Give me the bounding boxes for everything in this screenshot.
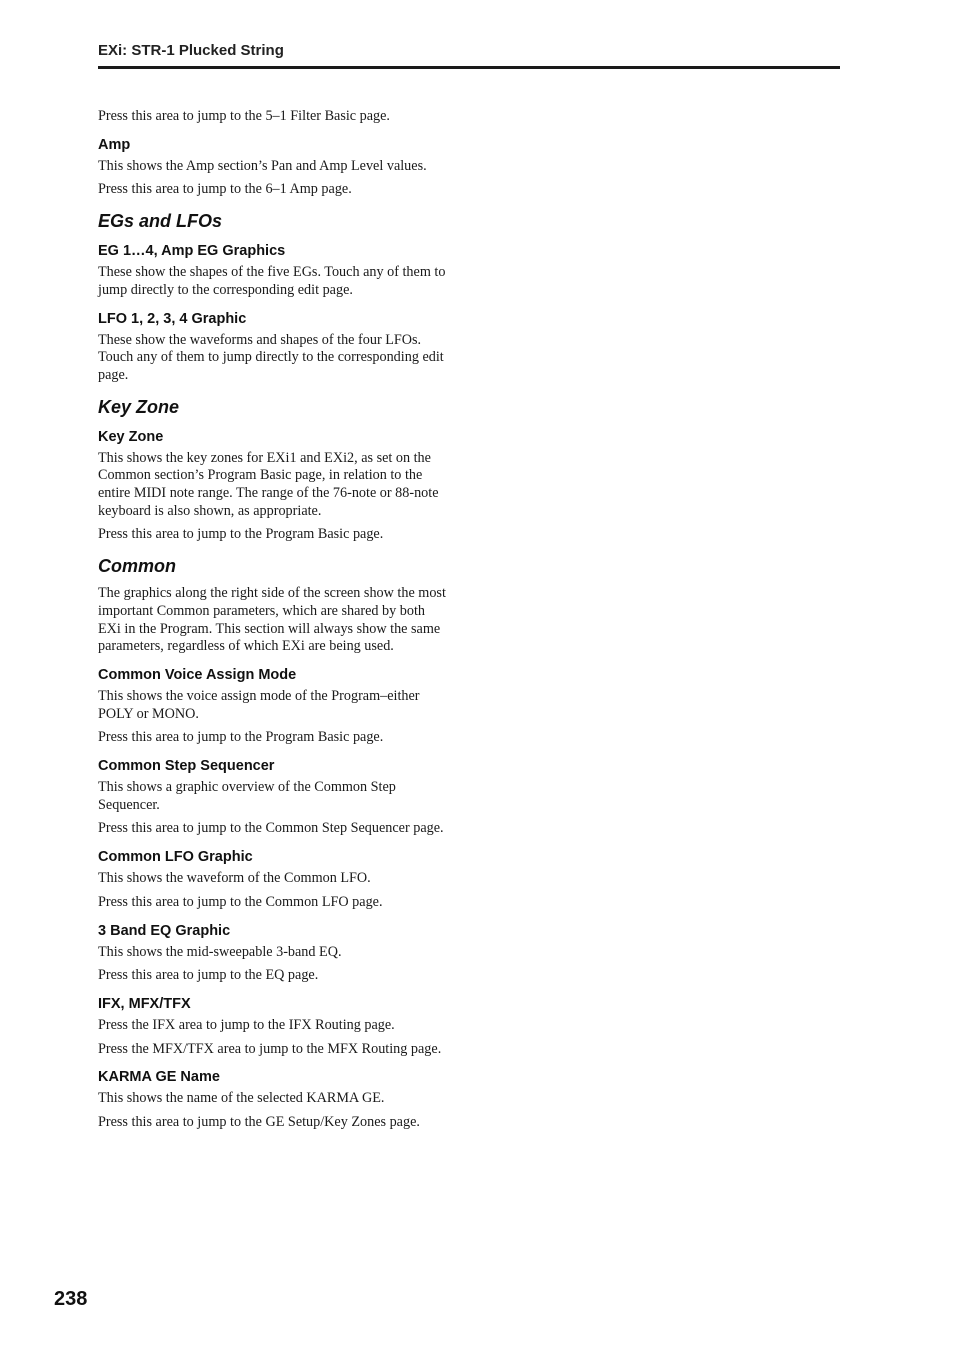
paragraph: This shows the voice assign mode of the Program–either POLY or MONO. <box>98 687 420 722</box>
paragraph: This shows a graphic overview of the Common Step Sequencer. <box>98 779 396 813</box>
paragraph: The graphics along the right side of the screen show the most important Common parameters, which are shared by both EXi in the Program. This section will always show the same parameters, regardless of which EXi are being used. <box>98 585 446 655</box>
paragraph: This shows the Amp section’s Pan and Amp Level values. <box>98 157 427 174</box>
subsection-heading: Key Zone <box>98 428 164 445</box>
header-rule <box>98 66 840 69</box>
subsection-heading: LFO 1, 2, 3, 4 Graphic <box>98 310 247 327</box>
subsection-heading: Common Voice Assign Mode <box>98 666 297 683</box>
subsection-heading: 3 Band EQ Graphic <box>98 922 231 939</box>
section-heading: Key Zone <box>98 396 180 417</box>
section-heading: Common <box>98 556 176 577</box>
section-heading: EGs and LFOs <box>98 211 223 232</box>
paragraph: Press this area to jump to the Program Basic page. <box>98 526 384 543</box>
paragraph: Press this area to jump to the Common LFO page. <box>98 893 383 910</box>
paragraph: These show the shapes of the five EGs. Touch any of them to jump directly to the corresponding edit page. <box>98 264 446 298</box>
paragraph: Press the MFX/TFX area to jump to the MFX Routing page. <box>98 1040 442 1057</box>
paragraph: Press this area to jump to the Program Basic page. <box>98 729 384 746</box>
page-number: 238 <box>54 1288 88 1310</box>
running-header: EXi: STR-1 Plucked String <box>98 42 284 59</box>
paragraph: Press this area to jump to the GE Setup/Key Zones page. <box>98 1114 420 1131</box>
subsection-heading: EG 1…4, Amp EG Graphics <box>98 243 286 260</box>
paragraph: This shows the name of the selected KARMA GE. <box>98 1090 385 1107</box>
paragraph: Press this area to jump to the 6–1 Amp page. <box>98 181 352 198</box>
paragraph: This shows the waveform of the Common LFO. <box>98 870 371 887</box>
paragraph: This shows the key zones for EXi1 and EXi2, as set on the Common section’s Program Basic page, in relation to the entire MIDI note range. The range of the 76-note or 88-note keyboard is also shown, as appropriate. <box>98 449 439 519</box>
subsection-heading: KARMA GE Name <box>98 1069 220 1086</box>
main-content <box>98 108 450 1138</box>
subsection-heading: IFX, MFX/TFX <box>98 995 191 1012</box>
subsection-heading: Common LFO Graphic <box>98 849 253 866</box>
paragraph: This shows the mid-sweepable 3-band EQ. <box>98 943 342 960</box>
subsection-heading: Amp <box>98 136 131 153</box>
paragraph: Press this area to jump to the 5–1 Filter Basic page. <box>98 108 390 124</box>
subsection-heading: Common Step Sequencer <box>98 758 275 775</box>
paragraph: These show the waveforms and shapes of the four LFOs. Touch any of them to jump directly to the corresponding edit page. <box>98 331 444 383</box>
paragraph: Press this area to jump to the Common Step Sequencer page. <box>98 820 444 837</box>
paragraph: Press the IFX area to jump to the IFX Routing page. <box>98 1016 395 1033</box>
paragraph: Press this area to jump to the EQ page. <box>98 967 319 984</box>
